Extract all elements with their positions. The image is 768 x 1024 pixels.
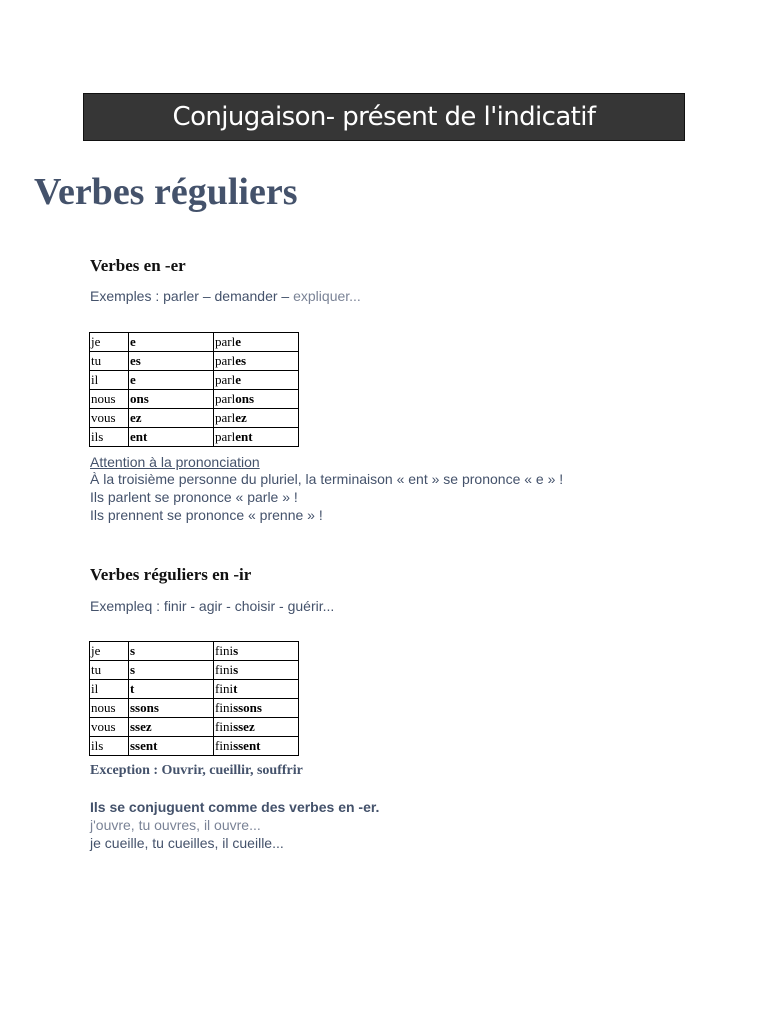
pronoun-cell: vous (90, 409, 129, 428)
pronoun-cell: vous (90, 718, 129, 737)
table-row (90, 661, 299, 680)
pronoun-cell: ils (90, 737, 129, 756)
ending-cell: e (129, 371, 214, 390)
conjugated-cell (214, 718, 299, 737)
verb-suffix: e (235, 372, 241, 387)
verb-stem: fini (215, 700, 234, 715)
conjugated-cell (214, 428, 299, 447)
verb-suffix: s (233, 662, 239, 677)
pronoun-cell: tu (90, 661, 129, 680)
ending-cell: s (129, 661, 214, 680)
pronoun-cell: je (90, 642, 129, 661)
verb-suffix: ez (235, 410, 247, 425)
ending-cell: ent (129, 428, 214, 447)
table-row (90, 680, 299, 699)
conjugated-cell (214, 390, 299, 409)
table-row (90, 333, 299, 352)
verb-suffix: e (235, 334, 241, 349)
conjugated-cell (214, 642, 299, 661)
verb-stem: parl (215, 353, 236, 368)
table-row (90, 428, 299, 447)
table-row (90, 371, 299, 390)
ending-cell: ssez (129, 718, 214, 737)
note-line: Ils prennent se prononce « prenne » ! (90, 507, 323, 523)
examples-er-main: Exemples : parler – demander – (90, 288, 294, 304)
conjugated-cell (214, 333, 299, 352)
rule-line: Ils se conjuguent comme des verbes en -er. (90, 799, 380, 815)
pronoun-cell: il (90, 371, 129, 390)
ending-cell: t (129, 680, 214, 699)
table-row (90, 718, 299, 737)
verb-stem: fini (215, 719, 234, 734)
pronoun-cell: il (90, 680, 129, 699)
verb-stem: fini (215, 662, 234, 677)
pronoun-cell: je (90, 333, 129, 352)
verb-suffix: ssent (233, 738, 261, 753)
conjugation-table-ir (89, 641, 299, 756)
title-banner (83, 93, 685, 141)
verb-suffix: s (233, 643, 239, 658)
conjugated-cell (214, 371, 299, 390)
conjugation-table-er (89, 332, 299, 447)
verb-stem: parl (215, 372, 236, 387)
examples-er-light: expliquer... (293, 288, 361, 304)
pronoun-cell: ils (90, 428, 129, 447)
table-row (90, 737, 299, 756)
ending-cell: s (129, 642, 214, 661)
examples-ir: Exempleq : finir - agir - choisir - guérir... (90, 598, 335, 614)
note-line: Ils parlent se prononce « parle » ! (90, 489, 298, 505)
verb-suffix: ssons (233, 700, 262, 715)
verb-stem: fini (215, 738, 234, 753)
verb-stem: parl (215, 429, 236, 444)
table-row (90, 642, 299, 661)
verb-stem: parl (215, 410, 236, 425)
example-ouvrir: j'ouvre, tu ouvres, il ouvre... (90, 817, 261, 833)
conjugated-cell (214, 352, 299, 371)
banner-title: Conjugaison- présent de l'indicatif (172, 102, 596, 132)
verb-suffix: ent (235, 429, 253, 444)
table-row (90, 409, 299, 428)
conjugated-cell (214, 409, 299, 428)
table-row (90, 699, 299, 718)
conjugated-cell (214, 680, 299, 699)
ending-cell: ez (129, 409, 214, 428)
verb-suffix: ons (235, 391, 255, 406)
pronoun-cell: nous (90, 390, 129, 409)
verb-suffix: es (235, 353, 247, 368)
verb-stem: parl (215, 391, 236, 406)
ending-cell: ssent (129, 737, 214, 756)
attention-link[interactable]: Attention à la prononciation (90, 454, 260, 470)
table-row (90, 390, 299, 409)
verb-suffix: ssez (233, 719, 255, 734)
conjugated-cell (214, 661, 299, 680)
ending-cell: e (129, 333, 214, 352)
note-line: À la troisième personne du pluriel, la terminaison « ent » se prononce « e » ! (90, 471, 564, 487)
example-cueillir: je cueille, tu cueilles, il cueille... (90, 835, 284, 851)
section-title-er: Verbes en -er (90, 256, 186, 275)
table-row (90, 352, 299, 371)
ending-cell: es (129, 352, 214, 371)
section-title-ir: Verbes réguliers en -ir (90, 565, 252, 584)
verb-stem: fini (215, 643, 234, 658)
conjugated-cell (214, 737, 299, 756)
verb-suffix: t (233, 681, 238, 696)
exception-line: Exception : Ouvrir, cueillir, souffrir (90, 763, 303, 778)
pronoun-cell: nous (90, 699, 129, 718)
examples-er (90, 288, 361, 304)
ending-cell: ssons (129, 699, 214, 718)
conjugated-cell (214, 699, 299, 718)
verb-stem: parl (215, 334, 236, 349)
pronoun-cell: tu (90, 352, 129, 371)
ending-cell: ons (129, 390, 214, 409)
page-heading: Verbes réguliers (34, 171, 298, 213)
verb-stem: fini (215, 681, 234, 696)
